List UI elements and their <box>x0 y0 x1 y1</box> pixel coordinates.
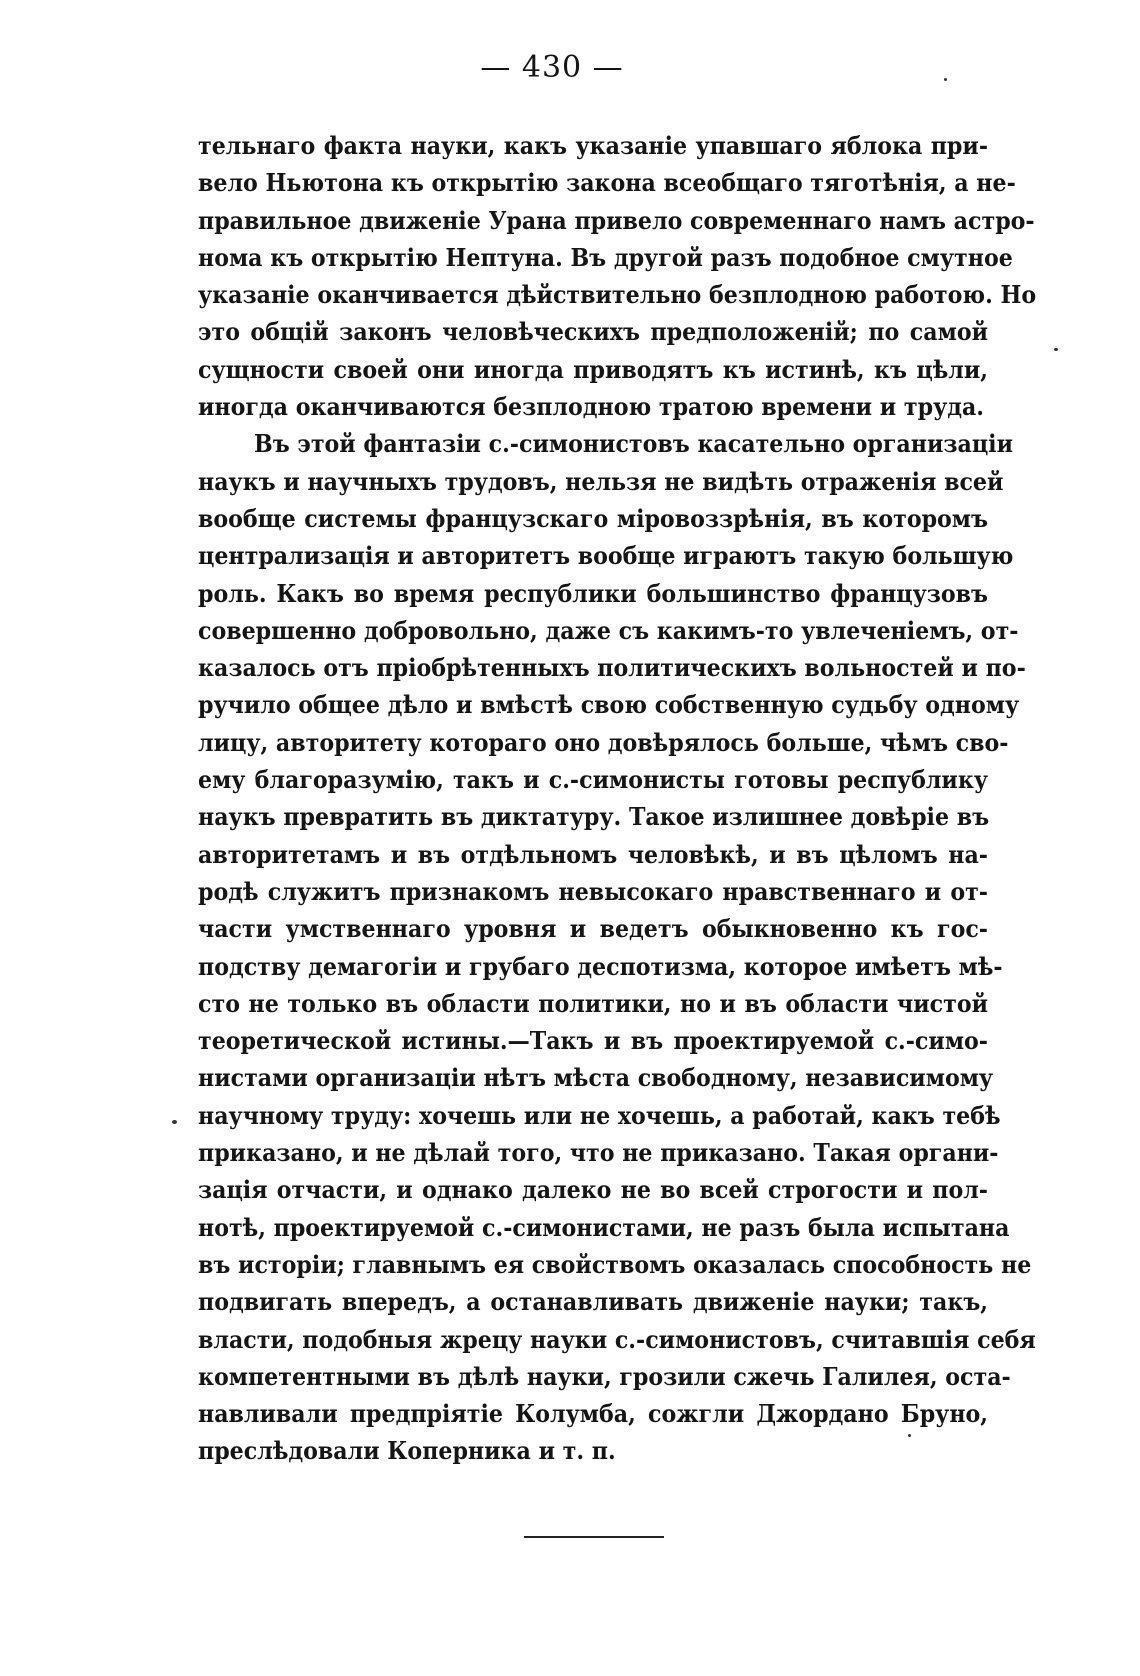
text-line: нома къ открытiю Нептуна. Въ другой разъ подобное смутное <box>198 242 1013 272</box>
text-line: централизацiя и авторитетъ вообще играютъ такую большую <box>198 541 1014 571</box>
text-line: подвигать впередъ, а останавливать движенiе науки; такъ, <box>198 1287 988 1317</box>
text-line: научному труду: хочешь или не хочешь, а работай, какъ тебѣ <box>198 1100 1001 1130</box>
body-text <box>198 127 1037 1470</box>
print-speck <box>944 78 947 81</box>
text-line: компетентными въ дѣлѣ науки, грозили сжечь Галилея, оста- <box>198 1361 1011 1391</box>
paragraph <box>198 425 1036 1469</box>
text-line: нотѣ, проектируемой с.-симонистами, не разъ была испытана <box>198 1212 1010 1242</box>
text-line: нистами организацiи нѣтъ мѣста свободному, независимому <box>198 1063 994 1093</box>
text-line: родѣ служитъ признакомъ невысокаго нравственнаго и от- <box>198 876 988 906</box>
text-line: авторитетамъ и въ отдѣльномъ человѣкѣ, и въ цѣломъ на- <box>198 839 988 869</box>
text-line: правильное движенiе Урана привело современнаго намъ астро- <box>198 205 1035 235</box>
print-speck <box>172 1120 177 1124</box>
text-line: Въ этой фантазiи с.-симонистовъ касательно организацiи <box>254 429 1014 459</box>
text-line: сущности своей они иногда приводятъ къ истинѣ, къ цѣли, <box>198 354 988 384</box>
text-line: зацiя отчасти, и однако далеко не во всей строгости и пол- <box>198 1175 988 1205</box>
text-line: части умственнаго уровня и ведетъ обыкновенно къ гос- <box>198 914 988 944</box>
text-line: роль. Какъ во время республики большинство французовъ <box>198 578 988 608</box>
text-line: власти, подобныя жрецу науки с.-симонистовъ, считавшiя себя <box>198 1324 1036 1354</box>
text-line: это общiй законъ человѣческихъ предположенiй; по самой <box>198 317 988 347</box>
text-line: теоретической истины.—Такъ и въ проектируемой с.-симо- <box>198 1026 988 1056</box>
text-line: въ исторiи; главнымъ ея свойствомъ оказалась способность не <box>198 1249 1032 1279</box>
text-line: наукъ превратить въ диктатуру. Такое излишнее довѣрiе въ <box>198 802 990 832</box>
text-line: указанiе оканчивается дѣйствительно безплодною работою. Но <box>198 280 1037 310</box>
print-speck <box>908 1434 911 1437</box>
end-rule <box>524 1536 664 1538</box>
paragraph <box>198 127 1037 425</box>
text-line: навливали предпрiятiе Колумба, сожгли Джордано Бруно, <box>198 1399 988 1429</box>
text-line: иногда оканчиваются безплодною тратою времени и труда. <box>198 392 985 422</box>
text-line: вообще системы французскаго мiровоззрѣнiя, въ которомъ <box>198 503 988 533</box>
text-line: ручило общее дѣло и вмѣстѣ свою собственную судьбу одному <box>198 690 1020 720</box>
text-line: совершенно добровольно, даже съ какимъ-то увлеченiемъ, от- <box>198 615 1019 645</box>
page-number: — 430 — <box>480 50 624 85</box>
text-line: подству демагогiи и грубаго деспотизма, которое имѣетъ мѣ- <box>198 951 1003 981</box>
print-speck <box>1054 348 1058 351</box>
text-line: вело Ньютона къ открытiю закона всеобщаго тяготѣнiя, а не- <box>198 168 1016 198</box>
text-line: казалось отъ прiобрѣтенныхъ политическихъ вольностей и по- <box>198 653 1026 683</box>
text-line: лицу, авторитету котораго оно довѣрялось больше, чѣмъ сво- <box>198 727 1009 757</box>
text-line: приказано, и не дѣлай того, что не приказано. Такая органи- <box>198 1138 999 1168</box>
text-line: тельнаго факта науки, какъ указанiе упавшаго яблока при- <box>198 131 988 160</box>
text-line: сто не только въ области политики, но и въ области чистой <box>198 988 988 1018</box>
text-line: преслѣдовали Коперника и т. п. <box>198 1436 616 1466</box>
text-line: наукъ и научныхъ трудовъ, нельзя не видѣть отраженiя всей <box>198 466 1004 496</box>
text-line: ему благоразумiю, такъ и с.-симонисты готовы республику <box>198 765 988 795</box>
